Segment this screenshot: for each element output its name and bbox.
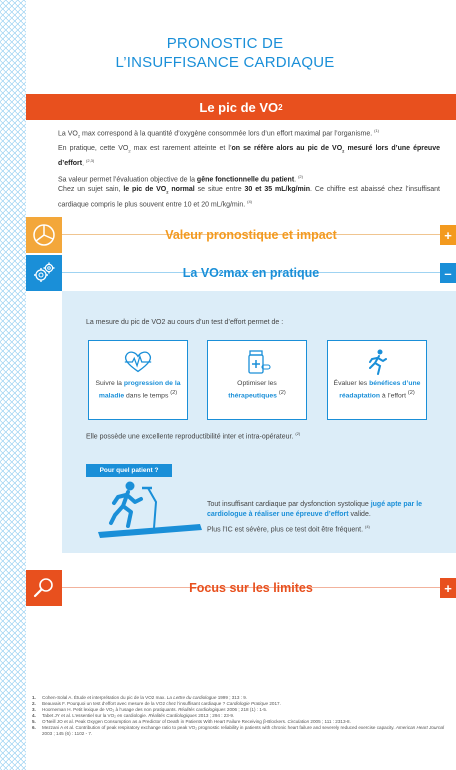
intro-text [58, 126, 440, 212]
heart-pulse-icon [122, 349, 154, 375]
reference-item: 4. Tabet JY et al. L’essentiel sur la VO₂ en cardiologie. Réalités Cardiologiques 2013 ; 294 : 23-9. [32, 713, 235, 718]
expand-button[interactable]: + [440, 225, 456, 245]
reference-item: 3. Hoorneman H. Petit lexique de VO₂ à l’usage des non pratiquants. Réalités cardiologiques 2006 ; 218 (1) : 1-5. [32, 707, 268, 712]
card-progression: Suivre la progression de la maladie dans le temps $^{(2)}$ [88, 340, 188, 420]
reference-item: 1. Cohen-Solal A. Étude et interprétation du pic de la VO2 max. La Lettre du cardiologue 1999 ; 313 : 9. [32, 695, 248, 700]
treadmill-illustration [90, 480, 210, 540]
accordion-label: Focus sur les limites [189, 581, 313, 595]
references-list [32, 695, 450, 737]
patient-description: Tout insuffisant cardiaque par dysfonction systolique jugé apte par le cardiologue à réaliser une épreuve d’effort valide. Plus l’IC est sévère, plus ce test doit être fréquent. $^{(4)}$ [207, 501, 423, 534]
pie-chart-icon [26, 217, 62, 253]
reference-item: 6. Mezzani A et al. Contribution of peak respiratory exchange ratio to peak VO₂ prognostic reliability in patients with chronic heart failure and severely reduced exercise capacity. American Heart Journal 2003 ; 145 (6) : 1102 - 7. [32, 725, 445, 736]
collapse-button[interactable]: – [440, 263, 456, 283]
accordion-label: La VO 2 max en pratique [182, 266, 320, 280]
runner-icon [361, 349, 393, 375]
page-title: PRONOSTIC DE L’INSUFFISANCE CARDIAQUE [115, 35, 335, 71]
intro-p1: La $VO_2$ max correspond à la quantité d’oxygène consommée lors d’un effort maximal par l’organisme. $^{(1)}$ [58, 128, 380, 139]
pratique-lead: La mesure du pic de VO2 au cours d’un test d’effort permet de : [86, 319, 284, 326]
accordion-label: Valeur pronostique et impact [165, 228, 337, 242]
magnifier-icon [26, 570, 62, 606]
patient-badge: Pour quel patient ? [86, 464, 172, 477]
side-pattern [0, 0, 26, 770]
expand-button[interactable]: + [440, 578, 456, 598]
medication-icon [241, 349, 273, 375]
card-readaptation: Évaluer les bénéfices d’une réadaptation à l’effort $^{(2)}$ [327, 340, 427, 420]
accordion-vo2-pratique[interactable] [26, 255, 456, 291]
intro-p3: Sa valeur permet l’évaluation objective de la gêne fonctionnelle du patient. $^{(2)}$ Chez un sujet sain, le pic de $VO_2$ normal se situe entre 30 et 35 mL/kg/min. Ce chiffre est abaissé chez l’insuffisant cardiaque compris le plus souvent entre 10 et 20 mL/kg/min. $^{(4)}$ [58, 173, 441, 208]
reference-item: 2. Beauvais F. Pourquoi un test d’effort avec mesure de la VO2 chez l’insuffisant cardiaque ? Cardiologie Pratique 2017. [32, 701, 281, 706]
gears-icon [26, 255, 62, 291]
reproductibility-text: Elle possède une excellente reproductibilité inter et intra-opérateur. $^{(2)}$ [86, 431, 301, 441]
accordion-valeur-pronostique[interactable] [26, 217, 456, 253]
reference-item: 5. O’Neill JO et al. Peak Oxygen Consumption as a Predictor of Death in Patients With Heart Failure Receiving β-Blockers. Circulation 2005 ; 111 : 2313-8. [32, 719, 351, 724]
accordion-limites[interactable] [26, 570, 456, 606]
intro-p2: En pratique, cette $VO_2$ max est rarement atteinte et l’on se réfère alors au pic de $VO_2$ mesuré lors d’une épreuve d’effort. $^{(2,3)}$ [58, 145, 440, 168]
card-therapeutiques: Optimiser les thérapeutiques $^{(2)}$ [207, 340, 307, 420]
section-header-pic-vo2: Le pic de VO 2 [26, 94, 456, 120]
